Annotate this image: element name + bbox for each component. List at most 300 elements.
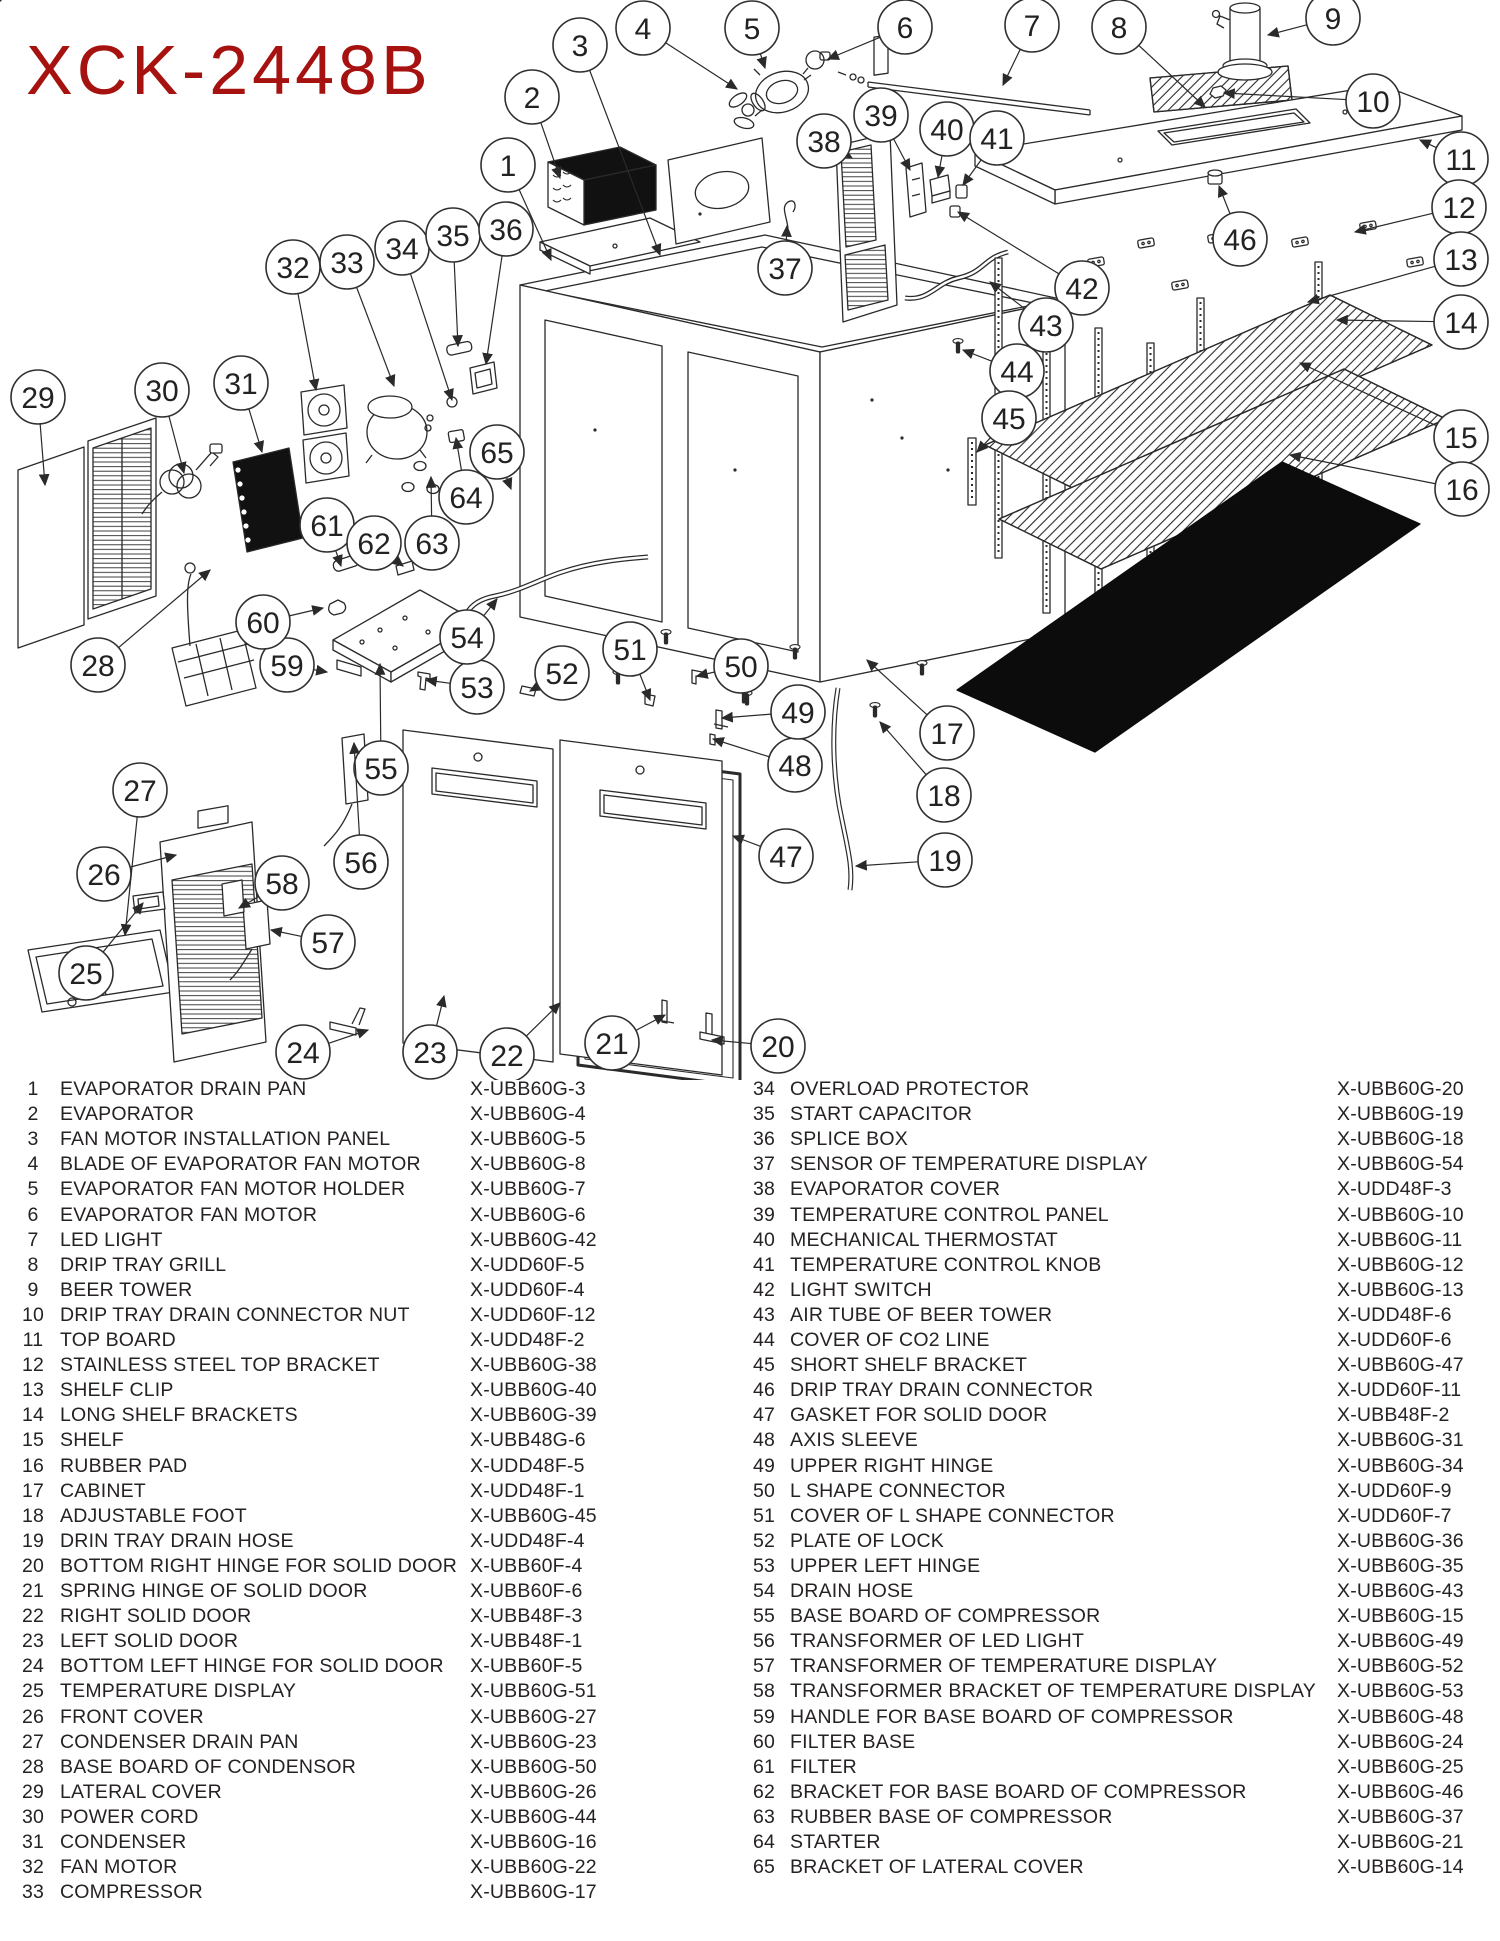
part-description: UPPER RIGHT HINGE <box>790 1454 994 1477</box>
part-description: RUBBER PAD <box>60 1454 188 1477</box>
fan-installation-panel-drawing <box>668 138 770 244</box>
callout-number-11: 11 <box>1445 143 1477 177</box>
callout-number-27: 27 <box>123 774 157 808</box>
callout-leader-64 <box>456 438 461 470</box>
right-door-drawing <box>560 740 722 1075</box>
part-description: STAINLESS STEEL TOP BRACKET <box>60 1354 380 1377</box>
part-code: X-UBB60G-11 <box>1337 1228 1463 1251</box>
part-number-index: 37 <box>752 1153 776 1176</box>
part-number-index: 45 <box>752 1354 776 1377</box>
part-number-index: 22 <box>21 1605 45 1628</box>
part-number-index: 63 <box>752 1805 776 1828</box>
part-number-index: 42 <box>752 1278 776 1301</box>
part-number-index: 5 <box>27 1178 39 1201</box>
part-code: X-UBB48F-2 <box>1337 1404 1450 1427</box>
parts-row <box>14 1329 714 1354</box>
callout-number-56: 56 <box>344 846 378 880</box>
part-description: SHELF CLIP <box>60 1379 174 1402</box>
callout-number-3: 3 <box>571 29 589 63</box>
part-description: TRANSFORMER OF LED LIGHT <box>790 1630 1085 1653</box>
part-number-index: 26 <box>21 1705 45 1728</box>
callout-leader-47 <box>733 836 761 846</box>
parts-list-left <box>14 1078 714 1938</box>
part-number-index: 6 <box>27 1203 39 1226</box>
callout-leader-4 <box>666 43 737 89</box>
parts-row <box>14 1756 714 1781</box>
part-description: FAN MOTOR INSTALLATION PANEL <box>60 1128 391 1151</box>
callout-leader-53 <box>426 680 450 683</box>
callout-number-2: 2 <box>523 81 541 115</box>
parts-row <box>745 1304 1500 1329</box>
part-description: CONDENSER DRAIN PAN <box>60 1730 299 1753</box>
part-number-index: 11 <box>22 1329 44 1351</box>
part-number-index: 60 <box>752 1730 776 1753</box>
parts-row <box>745 1856 1500 1881</box>
callout-number-31: 31 <box>224 367 258 401</box>
parts-row <box>14 1781 714 1806</box>
callout-number-43: 43 <box>1029 309 1063 343</box>
callout-number-23: 23 <box>413 1036 447 1070</box>
part-code: X-UBB60G-42 <box>470 1228 597 1251</box>
drip-tray-drain-connector-drawing <box>1208 170 1222 184</box>
parts-row <box>745 1655 1500 1680</box>
parts-row <box>14 1555 714 1580</box>
parts-row <box>14 1480 714 1505</box>
part-number-index: 4 <box>27 1153 39 1176</box>
part-code: X-UBB60G-38 <box>470 1354 597 1377</box>
part-description: DRIP TRAY GRILL <box>60 1253 227 1276</box>
part-description: LEFT SOLID DOOR <box>60 1630 239 1653</box>
part-number-index: 52 <box>752 1529 776 1552</box>
part-number-index: 46 <box>752 1379 776 1402</box>
part-description: FILTER BASE <box>790 1730 916 1753</box>
part-description: DRIP TRAY DRAIN CONNECTOR NUT <box>60 1303 410 1326</box>
callout-leader-9 <box>1268 25 1307 35</box>
part-description: BRACKET OF LATERAL COVER <box>790 1856 1084 1879</box>
callout-leader-13 <box>1308 266 1435 302</box>
parts-row <box>14 1304 714 1329</box>
part-code: X-UBB60G-54 <box>1337 1153 1464 1176</box>
parts-row <box>745 1404 1500 1429</box>
callout-number-54: 54 <box>450 621 484 655</box>
part-description: MECHANICAL THERMOSTAT <box>790 1228 1058 1251</box>
callout-leader-65 <box>507 477 511 489</box>
callout-number-47: 47 <box>769 840 803 874</box>
part-description: AIR TUBE OF BEER TOWER <box>790 1303 1053 1326</box>
part-description: FRONT COVER <box>60 1705 204 1728</box>
part-description: UPPER LEFT HINGE <box>790 1554 981 1577</box>
callout-number-18: 18 <box>927 779 961 813</box>
callout-number-38: 38 <box>807 125 841 159</box>
part-description: POWER CORD <box>60 1805 199 1828</box>
parts-row <box>14 1279 714 1304</box>
part-number-index: 51 <box>752 1504 776 1527</box>
part-description: BOTTOM RIGHT HINGE FOR SOLID DOOR <box>60 1554 457 1577</box>
parts-row <box>745 1480 1500 1505</box>
parts-row <box>14 1455 714 1480</box>
parts-row <box>14 1128 714 1153</box>
part-code: X-UBB60F-6 <box>470 1580 583 1602</box>
part-code: X-UBB60G-5 <box>470 1128 586 1151</box>
part-number-index: 27 <box>21 1730 45 1753</box>
callout-number-4: 4 <box>634 12 652 46</box>
parts-list-right <box>745 1078 1500 1938</box>
callout-leader-49 <box>722 714 771 718</box>
parts-row <box>745 1204 1500 1229</box>
part-description: SHORT SHELF BRACKET <box>790 1354 1028 1377</box>
callout-number-33: 33 <box>330 246 364 280</box>
part-code: X-UBB60G-43 <box>1337 1580 1464 1602</box>
parts-row <box>745 1530 1500 1555</box>
callout-number-21: 21 <box>595 1027 629 1061</box>
part-code: X-UBB60G-7 <box>470 1178 586 1201</box>
callout-leader-39 <box>894 139 910 170</box>
part-description: SENSOR OF TEMPERATURE DISPLAY <box>790 1153 1148 1176</box>
part-code: X-UBB60G-15 <box>1337 1605 1464 1628</box>
part-code: X-UBB60G-12 <box>1337 1253 1464 1276</box>
part-description: PLATE OF LOCK <box>790 1529 944 1552</box>
part-number-index: 19 <box>21 1529 45 1552</box>
parts-row <box>14 1580 714 1605</box>
light-switch-drawing <box>950 206 960 217</box>
part-code: X-UDD48F-6 <box>1337 1303 1452 1326</box>
part-description: LED LIGHT <box>60 1228 163 1251</box>
callout-number-26: 26 <box>87 858 121 892</box>
part-description: EVAPORATOR COVER <box>790 1178 1001 1201</box>
part-code: X-UBB60G-37 <box>1337 1805 1464 1828</box>
part-description: LIGHT SWITCH <box>790 1278 932 1301</box>
part-description: OVERLOAD PROTECTOR <box>790 1078 1030 1100</box>
parts-list <box>0 1078 1500 1938</box>
parts-row <box>14 1605 714 1630</box>
callout-number-52: 52 <box>545 657 579 691</box>
part-code: X-UBB60G-34 <box>1337 1454 1464 1477</box>
callout-leader-7 <box>1003 49 1020 85</box>
part-code: X-UBB60G-3 <box>470 1078 586 1100</box>
callout-number-45: 45 <box>992 402 1026 436</box>
part-code: X-UBB60G-47 <box>1337 1354 1464 1377</box>
part-code: X-UBB60G-22 <box>470 1856 597 1879</box>
part-code: X-UBB48F-3 <box>470 1605 583 1628</box>
part-number-index: 8 <box>27 1253 39 1276</box>
parts-row <box>14 1103 714 1128</box>
part-code: X-UBB60G-45 <box>470 1504 597 1527</box>
part-description: LATERAL COVER <box>60 1780 222 1803</box>
part-number-index: 29 <box>21 1780 45 1803</box>
part-description: GASKET FOR SOLID DOOR <box>790 1404 1048 1427</box>
part-code: X-UDD60F-5 <box>470 1253 585 1276</box>
callout-leader-46 <box>1219 186 1230 214</box>
part-description: TEMPERATURE CONTROL PANEL <box>790 1203 1109 1226</box>
callout-number-15: 15 <box>1444 421 1478 455</box>
temperature-control-panel-drawing <box>906 163 926 217</box>
callout-leader-42 <box>958 212 1059 274</box>
parts-row <box>14 1354 714 1379</box>
parts-row <box>14 1078 714 1103</box>
parts-row <box>745 1756 1500 1781</box>
parts-row <box>14 1831 714 1856</box>
part-number-index: 44 <box>752 1329 776 1351</box>
part-code: X-UBB60G-23 <box>470 1730 597 1753</box>
parts-row <box>14 1530 714 1555</box>
part-number-index: 50 <box>752 1479 776 1502</box>
part-number-index: 35 <box>752 1103 776 1126</box>
part-code: X-UBB60G-36 <box>1337 1529 1464 1552</box>
callout-number-53: 53 <box>460 671 494 705</box>
part-description: ADJUSTABLE FOOT <box>60 1504 247 1527</box>
part-code: X-UBB60G-44 <box>470 1805 597 1828</box>
part-description: LONG SHELF BRACKETS <box>60 1404 298 1427</box>
part-description: COVER OF L SHAPE CONNECTOR <box>790 1504 1115 1527</box>
part-code: X-UBB60G-25 <box>1337 1755 1464 1778</box>
parts-row <box>14 1429 714 1454</box>
callout-number-40: 40 <box>930 113 964 147</box>
part-code: X-UBB60G-20 <box>1337 1078 1464 1100</box>
part-code: X-UBB60G-21 <box>1337 1831 1464 1853</box>
parts-row <box>745 1781 1500 1806</box>
parts-row <box>745 1178 1500 1203</box>
parts-row <box>745 1605 1500 1630</box>
beer-tower-drawing <box>1213 3 1273 80</box>
parts-row <box>14 1881 714 1906</box>
callout-number-62: 62 <box>357 527 391 561</box>
part-number-index: 61 <box>752 1755 776 1778</box>
callout-number-57: 57 <box>311 926 345 960</box>
callout-leader-63 <box>431 477 432 516</box>
part-code: X-UBB60G-24 <box>1337 1730 1464 1753</box>
callout-number-25: 25 <box>69 957 103 991</box>
callout-number-59: 59 <box>270 649 304 683</box>
callout-number-12: 12 <box>1442 191 1476 225</box>
callout-leader-34 <box>410 274 452 400</box>
part-number-index: 65 <box>752 1856 776 1879</box>
parts-row <box>745 1831 1500 1856</box>
part-number-index: 55 <box>752 1605 776 1628</box>
callout-leader-57 <box>271 930 302 936</box>
part-number-index: 25 <box>21 1680 45 1703</box>
evaporator-drawing <box>548 147 656 225</box>
part-number-index: 18 <box>21 1504 45 1527</box>
part-number-index: 32 <box>21 1856 45 1879</box>
part-code: X-UBB60G-49 <box>1337 1630 1464 1653</box>
callout-leader-6 <box>828 37 880 59</box>
part-description: SHELF <box>60 1429 124 1452</box>
part-description: TEMPERATURE DISPLAY <box>60 1680 297 1703</box>
part-number-index: 31 <box>21 1831 45 1853</box>
parts-row <box>745 1128 1500 1153</box>
part-description: TRANSFORMER BRACKET OF TEMPERATURE DISPLAY <box>790 1680 1316 1703</box>
part-description: STARTER <box>790 1831 881 1853</box>
part-number-index: 53 <box>752 1554 776 1577</box>
part-number-index: 56 <box>752 1630 776 1653</box>
part-code: X-UBB60G-10 <box>1337 1203 1464 1226</box>
parts-row <box>745 1806 1500 1831</box>
part-number-index: 30 <box>21 1805 45 1828</box>
part-description: START CAPACITOR <box>790 1103 973 1126</box>
part-number-index: 39 <box>752 1203 776 1226</box>
parts-row <box>14 1806 714 1831</box>
part-number-index: 17 <box>21 1479 45 1502</box>
callout-number-29: 29 <box>21 381 55 415</box>
parts-row <box>14 1229 714 1254</box>
part-code: X-UBB60G-13 <box>1337 1278 1464 1301</box>
parts-row <box>745 1580 1500 1605</box>
part-code: X-UBB60G-8 <box>470 1153 586 1176</box>
callout-leader-48 <box>713 739 769 757</box>
part-code: X-UBB60G-4 <box>470 1103 586 1126</box>
part-number-index: 47 <box>752 1404 776 1427</box>
part-code: X-UBB60G-48 <box>1337 1705 1464 1728</box>
callout-number-32: 32 <box>276 251 310 285</box>
part-number-index: 49 <box>752 1454 776 1477</box>
part-number-index: 9 <box>27 1278 39 1301</box>
parts-row <box>745 1455 1500 1480</box>
part-number-index: 40 <box>752 1228 776 1251</box>
parts-row <box>14 1178 714 1203</box>
part-description: SPLICE BOX <box>790 1128 908 1151</box>
callout-number-9: 9 <box>1324 2 1342 36</box>
callout-number-28: 28 <box>81 649 115 683</box>
part-code: X-UBB60G-53 <box>1337 1680 1464 1703</box>
callout-number-58: 58 <box>265 867 299 901</box>
parts-row <box>14 1655 714 1680</box>
part-description: BLADE OF EVAPORATOR FAN MOTOR <box>60 1153 421 1176</box>
callout-number-5: 5 <box>743 12 761 46</box>
parts-row <box>14 1505 714 1530</box>
parts-row <box>14 1204 714 1229</box>
part-description: COVER OF CO2 LINE <box>790 1329 990 1351</box>
condenser-drawing <box>233 448 303 552</box>
part-description: BASE BOARD OF CONDENSOR <box>60 1755 357 1778</box>
part-code: X-UBB60G-6 <box>470 1203 586 1226</box>
part-code: X-UBB60F-5 <box>470 1655 583 1678</box>
parts-row <box>745 1153 1500 1178</box>
part-description: EVAPORATOR DRAIN PAN <box>60 1078 307 1100</box>
drain-hose-19-drawing <box>834 688 851 890</box>
part-code: X-UBB60F-4 <box>470 1554 583 1577</box>
callout-leader-59 <box>314 670 327 672</box>
part-code: X-UBB60G-31 <box>1337 1429 1464 1452</box>
callout-number-50: 50 <box>724 650 758 684</box>
part-code: X-UBB60G-46 <box>1337 1780 1464 1803</box>
part-code: X-UDD60F-11 <box>1337 1379 1462 1402</box>
part-description: CABINET <box>60 1479 146 1502</box>
part-code: X-UBB60G-52 <box>1337 1655 1464 1678</box>
part-number-index: 43 <box>752 1303 776 1326</box>
callout-number-7: 7 <box>1023 9 1041 43</box>
evaporator-fan-motor-drawing <box>803 51 830 74</box>
callout-number-44: 44 <box>1000 355 1034 389</box>
part-number-index: 16 <box>21 1454 45 1477</box>
part-description: BEER TOWER <box>60 1278 193 1301</box>
part-description: EVAPORATOR FAN MOTOR <box>60 1203 318 1226</box>
callout-leader-19 <box>856 862 918 866</box>
callout-number-35: 35 <box>436 219 470 253</box>
callout-number-30: 30 <box>145 374 179 408</box>
part-number-index: 64 <box>752 1831 776 1853</box>
part-code: X-UBB60G-19 <box>1337 1103 1464 1126</box>
parts-row <box>14 1379 714 1404</box>
part-description: TOP BOARD <box>60 1329 176 1351</box>
part-description: RIGHT SOLID DOOR <box>60 1605 252 1628</box>
parts-row <box>745 1680 1500 1705</box>
part-description: BRACKET FOR BASE BOARD OF COMPRESSOR <box>790 1780 1247 1803</box>
left-door-drawing <box>403 730 553 1062</box>
callout-number-13: 13 <box>1444 243 1478 277</box>
callout-number-14: 14 <box>1444 306 1478 340</box>
part-description: TEMPERATURE CONTROL KNOB <box>790 1253 1102 1276</box>
part-number-index: 62 <box>752 1780 776 1803</box>
part-description: TRANSFORMER OF TEMPERATURE DISPLAY <box>790 1655 1218 1678</box>
fan-motor-drawing <box>301 385 349 483</box>
parts-row <box>745 1429 1500 1454</box>
temperature-sensor-drawing <box>784 201 795 228</box>
compressor-drawing <box>366 396 433 463</box>
part-description: EVAPORATOR FAN MOTOR HOLDER <box>60 1178 406 1201</box>
parts-row <box>14 1404 714 1429</box>
lateral-cover-drawing <box>18 418 156 648</box>
drain-connector-nut-drawing <box>1210 86 1226 98</box>
part-code: X-UBB60G-35 <box>1337 1554 1464 1577</box>
callout-number-51: 51 <box>613 633 647 667</box>
callout-number-16: 16 <box>1445 473 1479 507</box>
callout-leader-5 <box>760 54 765 68</box>
callout-number-19: 19 <box>928 844 962 878</box>
part-code: X-UBB60G-18 <box>1337 1128 1464 1151</box>
part-code: X-UBB60G-40 <box>470 1379 597 1402</box>
part-number-index: 1 <box>27 1078 39 1100</box>
callout-number-63: 63 <box>415 527 449 561</box>
callout-number-48: 48 <box>778 749 812 783</box>
part-code: X-UBB60G-16 <box>470 1831 597 1853</box>
part-number-index: 33 <box>21 1881 45 1904</box>
parts-row <box>14 1856 714 1881</box>
parts-row <box>745 1254 1500 1279</box>
callout-number-37: 37 <box>768 252 802 286</box>
part-number-index: 13 <box>21 1379 45 1402</box>
part-description: FAN MOTOR <box>60 1856 178 1879</box>
parts-row <box>745 1379 1500 1404</box>
part-description: DRIN TRAY DRAIN HOSE <box>60 1529 294 1552</box>
callout-leader-55 <box>380 664 381 741</box>
page-title: XCK-2448B <box>26 31 432 109</box>
short-shelf-bracket-drawing <box>968 438 976 505</box>
parts-row <box>14 1254 714 1279</box>
callout-number-6: 6 <box>896 11 914 45</box>
part-code: X-UBB60G-17 <box>470 1881 597 1904</box>
callout-number-34: 34 <box>385 232 419 266</box>
parts-row <box>745 1103 1500 1128</box>
part-code: X-UBB60G-26 <box>470 1780 597 1803</box>
parts-row <box>14 1706 714 1731</box>
part-number-index: 3 <box>27 1128 39 1151</box>
part-description: DRAIN HOSE <box>790 1580 914 1602</box>
part-number-index: 24 <box>21 1655 45 1678</box>
parts-row <box>745 1505 1500 1530</box>
part-number-index: 59 <box>752 1705 776 1728</box>
part-number-index: 2 <box>27 1103 39 1126</box>
callout-number-39: 39 <box>864 99 898 133</box>
callout-number-10: 10 <box>1356 85 1390 119</box>
callout-number-46: 46 <box>1223 223 1257 257</box>
part-number-index: 14 <box>21 1404 45 1427</box>
part-code: X-UDD60F-12 <box>470 1303 596 1326</box>
part-description: BOTTOM LEFT HINGE FOR SOLID DOOR <box>60 1655 444 1678</box>
part-number-index: 48 <box>752 1429 776 1452</box>
part-number-index: 7 <box>27 1228 39 1251</box>
part-description: RUBBER BASE OF COMPRESSOR <box>790 1805 1113 1828</box>
part-number-index: 28 <box>21 1755 45 1778</box>
